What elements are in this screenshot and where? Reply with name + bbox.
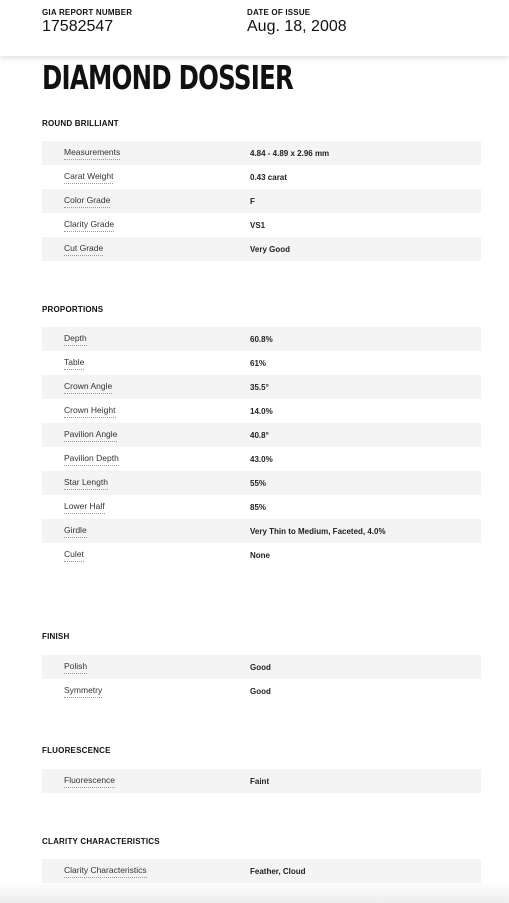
table-row — [42, 495, 481, 519]
girdle-value: Very Thin to Medium, Faceted, 4.0% — [250, 527, 386, 536]
round-brilliant-table — [42, 141, 481, 261]
cut-grade-label[interactable]: Cut Grade — [64, 243, 103, 256]
report-number-block — [42, 8, 132, 36]
table-row — [42, 655, 481, 679]
table-row — [42, 519, 481, 543]
table-row — [42, 327, 481, 351]
star-length-label[interactable]: Star Length — [64, 477, 108, 490]
polish-label[interactable]: Polish — [64, 661, 87, 674]
proportions-table — [42, 327, 481, 567]
table-row — [42, 189, 481, 213]
fluorescence-value: Faint — [250, 777, 270, 786]
crown-height-label[interactable]: Crown Height — [64, 405, 116, 418]
crown-height-value: 14.0% — [250, 407, 273, 416]
table-row — [42, 399, 481, 423]
issue-date-block — [247, 8, 347, 36]
lower-half-value: 85% — [250, 503, 267, 512]
table-value: 61% — [250, 359, 267, 368]
cut-grade-value: Very Good — [250, 245, 291, 254]
lower-half-label[interactable]: Lower Half — [64, 501, 105, 514]
pavilion-depth-label[interactable]: Pavilion Depth — [64, 453, 119, 466]
depth-value: 60.8% — [250, 335, 273, 344]
issue-date-label: DATE OF ISSUE — [247, 8, 311, 17]
measurements-label[interactable]: Measurements — [64, 147, 120, 160]
table-row — [42, 859, 481, 883]
table-row — [42, 679, 481, 703]
report-header — [0, 0, 509, 56]
star-length-value: 55% — [250, 479, 267, 488]
table-row — [42, 351, 481, 375]
measurements-value: 4.84 - 4.89 x 2.96 mm — [250, 149, 330, 158]
fluorescence-label[interactable]: Fluorescence — [64, 775, 115, 788]
pavilion-angle-value: 40.8° — [250, 431, 269, 440]
table-row — [42, 213, 481, 237]
polish-value: Good — [250, 663, 271, 672]
table-row — [42, 471, 481, 495]
pavilion-depth-value: 43.0% — [250, 455, 273, 464]
fluorescence-table — [42, 769, 481, 793]
table-row — [42, 375, 481, 399]
table-row — [42, 769, 481, 793]
clarity-grade-value: VS1 — [250, 221, 266, 230]
symmetry-label[interactable]: Symmetry — [64, 685, 102, 698]
table-row — [42, 447, 481, 471]
bottom-fade — [0, 881, 509, 903]
clarity-characteristics-table — [42, 859, 481, 883]
page-title: DIAMOND DOSSIER — [42, 58, 294, 97]
finish-table — [42, 655, 481, 703]
girdle-label[interactable]: Girdle — [64, 525, 87, 538]
section-title-round-brilliant: ROUND BRILLIANT — [42, 119, 119, 128]
clarity-characteristics-label[interactable]: Clarity Characteristics — [64, 865, 147, 878]
issue-date: Aug. 18, 2008 — [247, 18, 347, 35]
crown-angle-label[interactable]: Crown Angle — [64, 381, 112, 394]
table-row — [42, 543, 481, 567]
carat-weight-value: 0.43 carat — [250, 173, 287, 182]
table-row — [42, 423, 481, 447]
section-title-fluorescence: FLUORESCENCE — [42, 746, 111, 755]
report-number-label: GIA REPORT NUMBER — [42, 8, 133, 17]
clarity-grade-label[interactable]: Clarity Grade — [64, 219, 114, 232]
report-number: 17582547 — [42, 18, 114, 35]
pavilion-angle-label[interactable]: Pavilion Angle — [64, 429, 117, 442]
color-grade-value: F — [250, 197, 255, 206]
table-row — [42, 165, 481, 189]
table-label[interactable]: Table — [64, 357, 84, 370]
culet-value: None — [250, 551, 270, 560]
table-row — [42, 237, 481, 261]
section-title-finish: FINISH — [42, 632, 70, 641]
table-row — [42, 141, 481, 165]
clarity-characteristics-value: Feather, Cloud — [250, 867, 306, 876]
section-title-proportions: PROPORTIONS — [42, 305, 104, 314]
symmetry-value: Good — [250, 687, 271, 696]
culet-label[interactable]: Culet — [64, 549, 84, 562]
crown-angle-value: 35.5° — [250, 383, 269, 392]
color-grade-label[interactable]: Color Grade — [64, 195, 110, 208]
section-title-clarity-characteristics: CLARITY CHARACTERISTICS — [42, 837, 160, 846]
depth-label[interactable]: Depth — [64, 333, 87, 346]
carat-weight-label[interactable]: Carat Weight — [64, 171, 113, 184]
